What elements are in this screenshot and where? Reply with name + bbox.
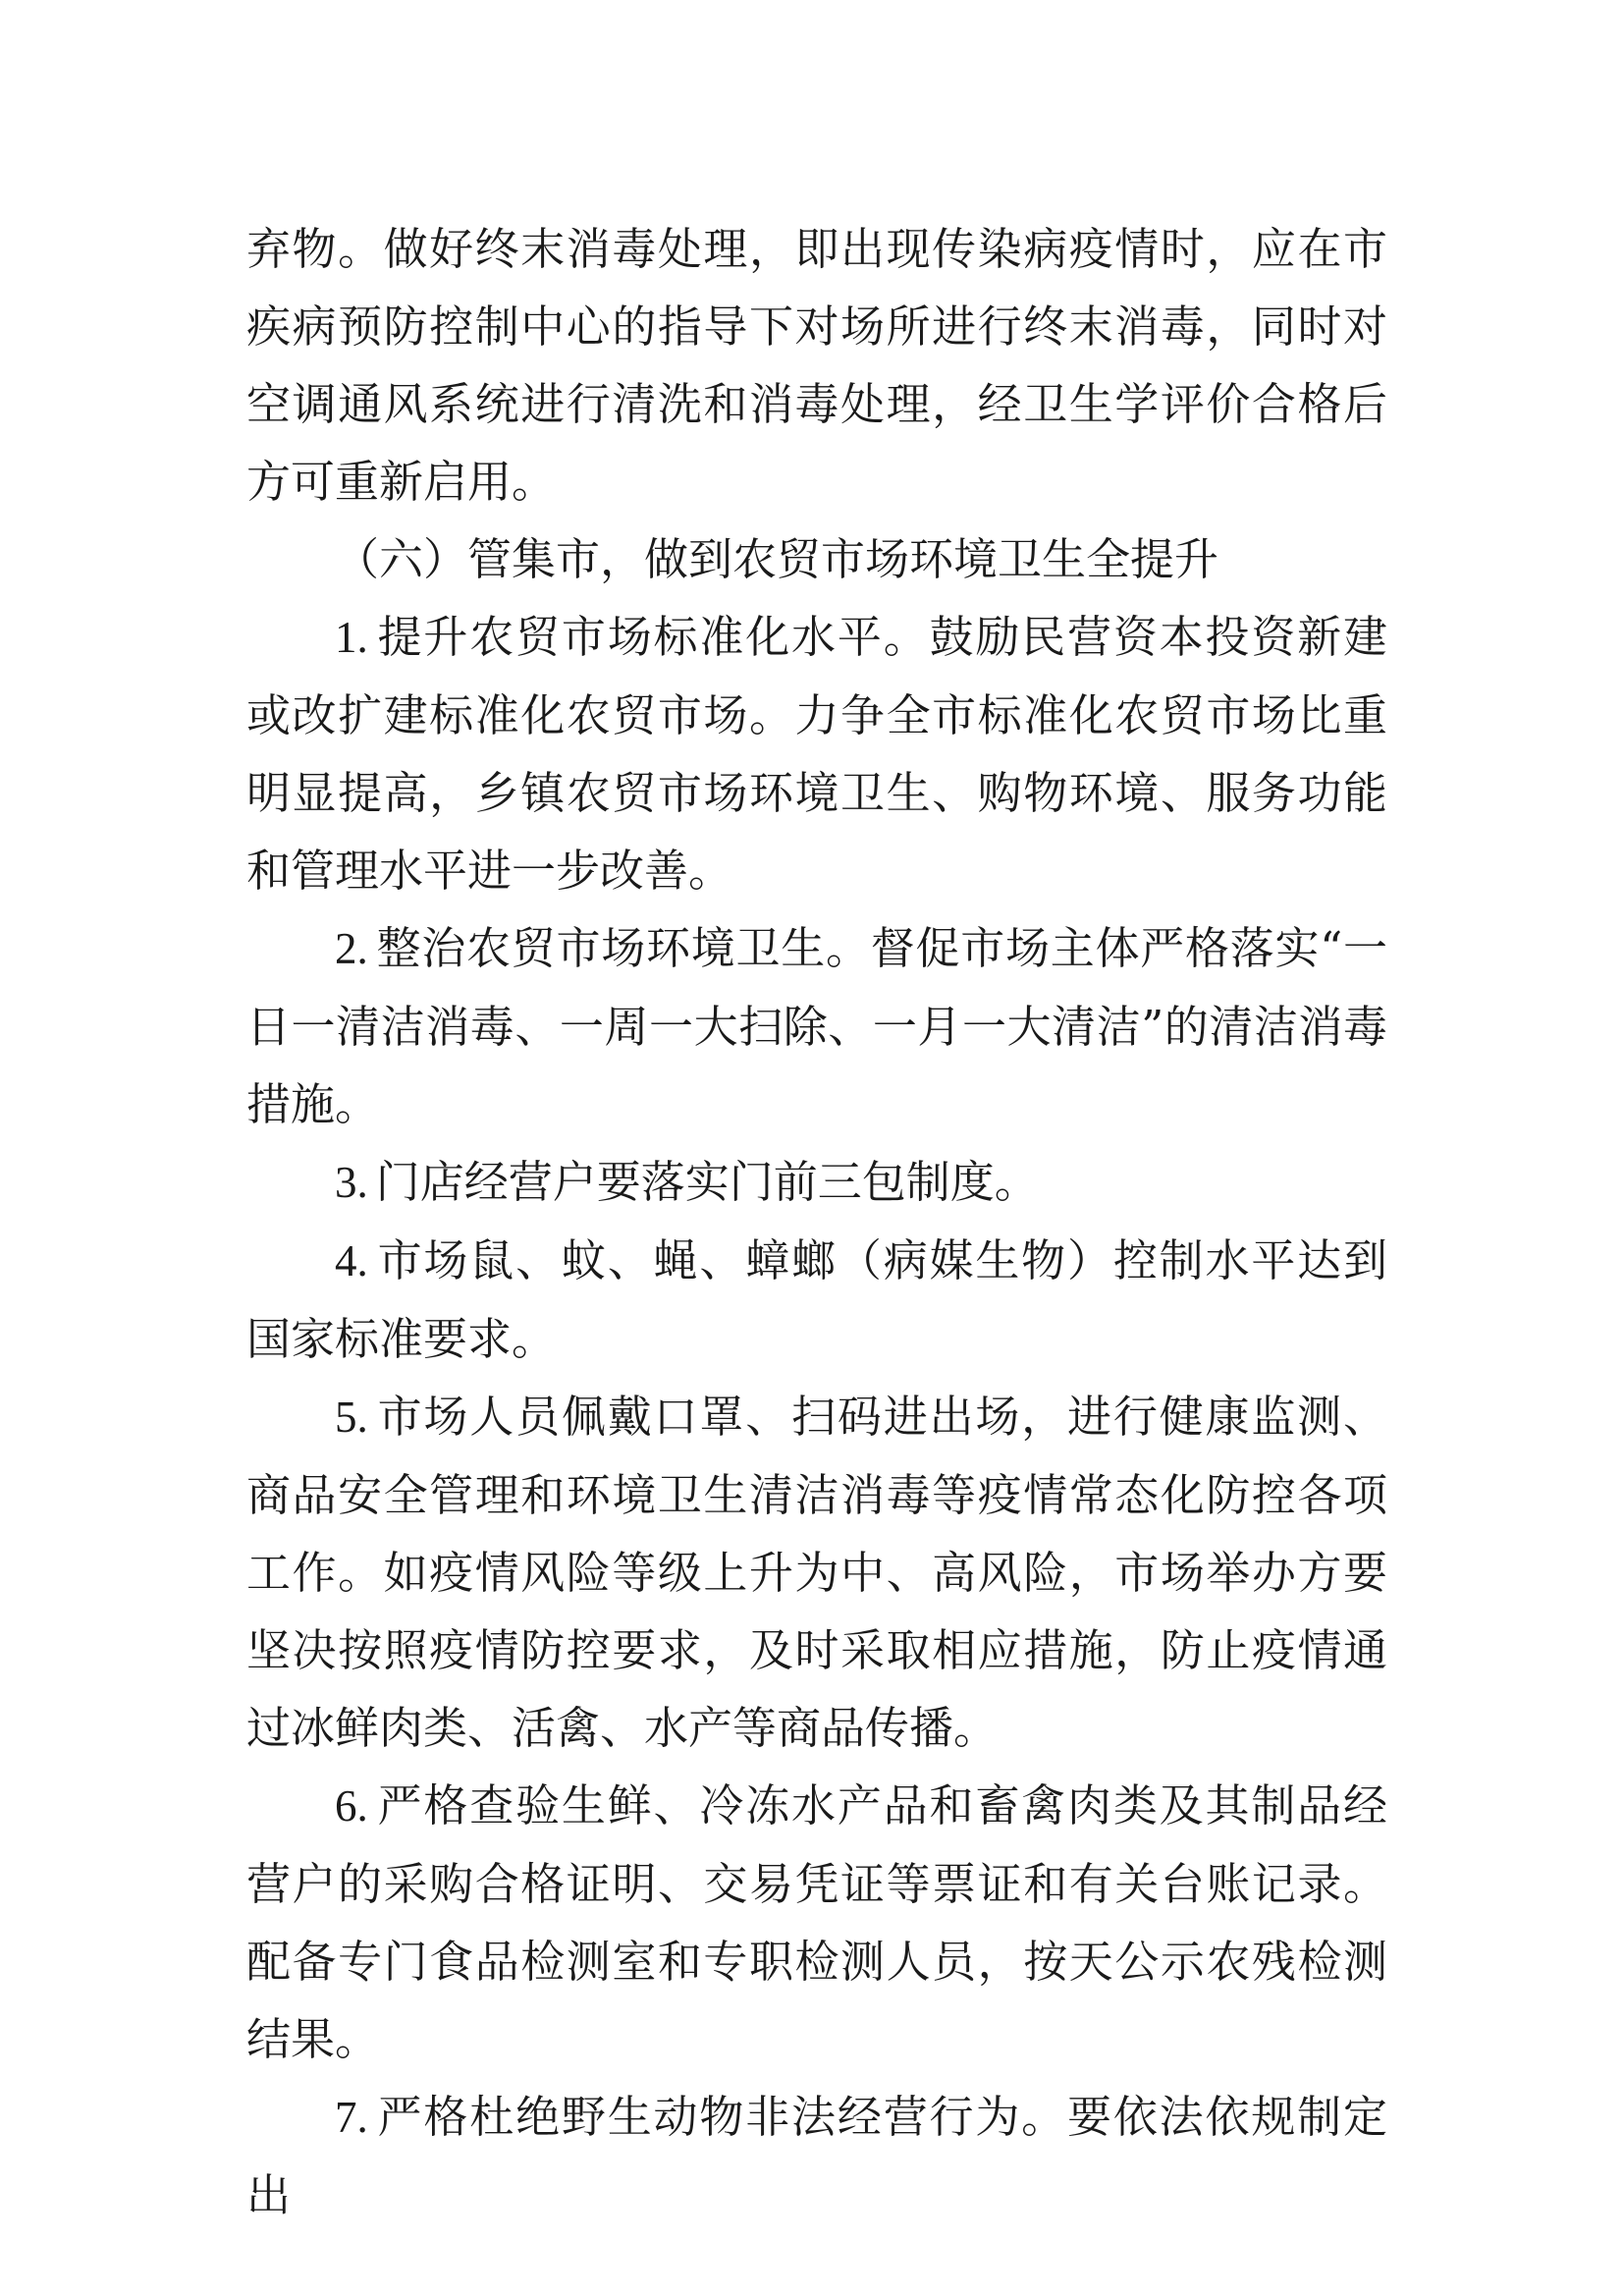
- list-item: [246, 1378, 1387, 1767]
- list-item-text: 提升农贸市场标准化水平。鼓励民营资本投资新建或改扩建标准化农贸市场。力争全市标准化农贸市场比重明显提高，乡镇农贸市场环境卫生、购物环境、服务功能和管理水平进一步改善。: [246, 611, 1387, 897]
- list-item: [246, 1767, 1387, 2078]
- list-item: [246, 598, 1387, 909]
- list-item-number: 1.: [335, 613, 368, 662]
- paragraph-continued: [246, 210, 1387, 520]
- section-heading: [246, 520, 1387, 598]
- list-item: [246, 1222, 1387, 1378]
- list-item-number: 2.: [335, 924, 368, 973]
- list-item: [246, 909, 1387, 1143]
- list-item-text: 市场人员佩戴口罩、扫码进出场，进行健康监测、商品安全管理和环境卫生清洁消毒等疫情常态化防控各项工作。如疫情风险等级上升为中、高风险，市场举办方要坚决按照疫情防控要求，及时采取相应措施，防止疫情通过冰鲜肉类、活禽、水产等商品传播。: [246, 1391, 1387, 1754]
- list-item-text: 整治农贸市场环境卫生。督促市场主体严格落实“一日一清洁消毒、一周一大扫除、一月一大清洁”的清洁消毒措施。: [246, 922, 1387, 1130]
- list-item-text: 严格杜绝野生动物非法经营行为。要依法依规制定出: [246, 2091, 1387, 2221]
- list-item-text: 门店经营户要落实门前三包制度。: [375, 1156, 1039, 1208]
- list-item-number: 3.: [335, 1158, 368, 1207]
- list-item-number: 7.: [335, 2093, 368, 2142]
- list-item-text: 市场鼠、蚊、蝇、蟑螂（病媒生物）控制水平达到国家标准要求。: [246, 1234, 1387, 1365]
- list-item-text: 严格查验生鲜、冷冻水产品和畜禽肉类及其制品经营户的采购合格证明、交易凭证等票证和有关台账记录。配备专门食品检测室和专职检测人员，按天公示农残检测结果。: [246, 1779, 1387, 2065]
- list-item: [246, 2078, 1387, 2234]
- section-heading-text: （六）管集市，做到农贸市场环境卫生全提升: [335, 533, 1219, 585]
- list-item: [246, 1143, 1387, 1222]
- list-item-number: 4.: [335, 1236, 368, 1285]
- document-body: [246, 210, 1387, 2234]
- paragraph-text: 弃物。做好终末消毒处理，即出现传染病疫情时，应在市疾病预防控制中心的指导下对场所进行终末消毒，同时对空调通风系统进行清洗和消毒处理，经卫生学评价合格后方可重新启用。: [246, 223, 1387, 508]
- list-item-number: 5.: [335, 1393, 368, 1442]
- list-item-number: 6.: [335, 1781, 368, 1831]
